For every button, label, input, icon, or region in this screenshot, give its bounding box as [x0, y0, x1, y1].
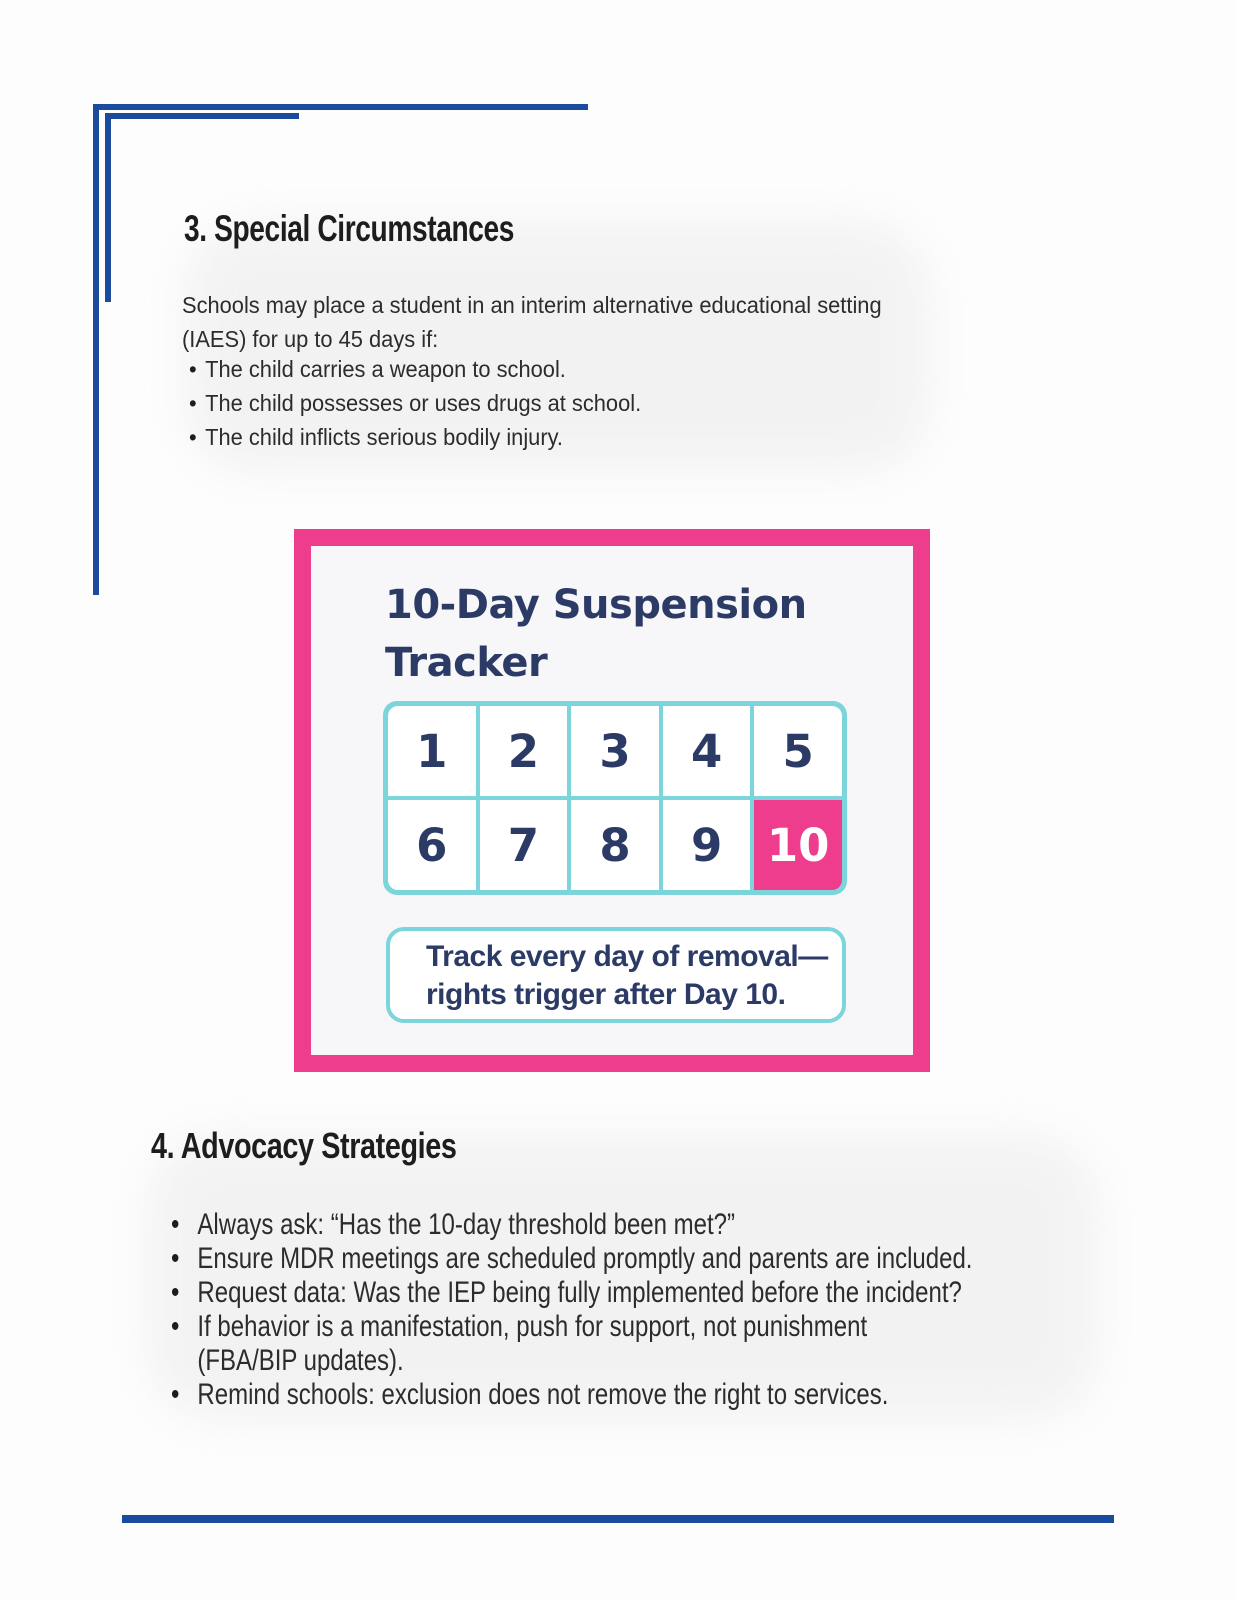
list-item: [171, 1242, 972, 1276]
day-cell-5: 5: [754, 706, 842, 796]
list-item: [171, 1378, 972, 1412]
day-cell-10-highlighted: 10: [754, 800, 842, 890]
day-cell-8: 8: [571, 800, 659, 890]
bullet-text: If behavior is a manifestation, push for support, not punishment: [197, 1310, 868, 1343]
tracker-note-line2: rights trigger after Day 10.: [426, 978, 786, 1011]
list-item: • The child carries a weapon to school.: [189, 352, 641, 386]
section3-bullet-list: [189, 352, 665, 454]
list-item: [171, 1310, 972, 1378]
list-item: • The child inflicts serious bodily injury.: [189, 420, 641, 454]
list-item: [171, 1276, 972, 1310]
bottom-divider-line: [122, 1515, 1114, 1523]
list-item: [171, 1208, 972, 1242]
bullet-text: Remind schools: exclusion does not remove the right to services.: [197, 1378, 889, 1411]
list-item: • The child possesses or uses drugs at school.: [189, 386, 641, 420]
day-cell-7: 7: [480, 800, 568, 890]
day-cell-4: 4: [663, 706, 751, 796]
bullet-text: Ensure MDR meetings are scheduled promptly and parents are included.: [197, 1242, 973, 1275]
day-cell-2: 2: [480, 706, 568, 796]
corner-frame-outer-vertical: [93, 104, 99, 595]
corner-frame-inner-horizontal: [105, 113, 299, 119]
suspension-tracker-card: [294, 529, 930, 1072]
section3-heading: 3. Special Circumstances: [184, 208, 515, 249]
section3-intro-line1: Schools may place a student in an interim alternative educational setting: [182, 292, 882, 318]
bullet-text: Request data: Was the IEP being fully implemented before the incident?: [197, 1276, 962, 1309]
tracker-title: [385, 576, 807, 692]
day-cell-6: 6: [388, 800, 476, 890]
section3-intro-line2: (IAES) for up to 45 days if:: [182, 326, 439, 352]
day-grid: [383, 701, 847, 895]
section4-bullet-list: [171, 1208, 1173, 1412]
corner-frame-inner-vertical: [105, 113, 111, 302]
corner-frame-outer-horizontal: [93, 104, 588, 110]
tracker-note-line1: Track every day of removal—: [426, 940, 828, 973]
bullet-text-continued: (FBA/BIP updates).: [197, 1344, 404, 1377]
bullet-text: Always ask: “Has the 10-day threshold been met?”: [197, 1208, 735, 1241]
section3-intro: [182, 288, 882, 356]
section4-heading: 4. Advocacy Strategies: [151, 1125, 457, 1166]
day-cell-1: 1: [388, 706, 476, 796]
day-cell-3: 3: [571, 706, 659, 796]
tracker-note: [386, 927, 846, 1023]
tracker-title-line2: Tracker: [385, 640, 548, 686]
tracker-title-line1: 10-Day Suspension: [385, 582, 807, 628]
day-cell-9: 9: [663, 800, 751, 890]
